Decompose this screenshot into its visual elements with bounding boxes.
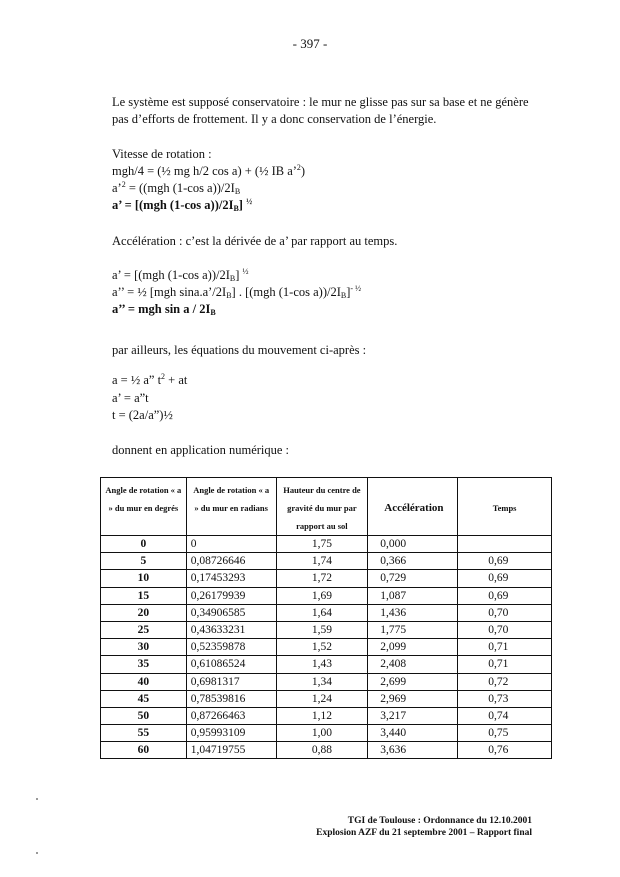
cell-angle-radians: 0,87266463: [186, 707, 276, 724]
cell-time: [458, 536, 552, 553]
cell-time: 0,73: [458, 690, 552, 707]
intro-paragraph: [112, 94, 552, 128]
cell-height: 1,72: [276, 570, 368, 587]
intro-line-2: pas d’efforts de frottement. Il y a donc conservation de l’énergie.: [112, 112, 437, 126]
cell-acceleration: 1,087: [368, 587, 458, 604]
table-row: [101, 656, 552, 673]
cell-acceleration: 2,699: [368, 673, 458, 690]
footer: [316, 815, 532, 839]
vitesse-eq-1: mgh/4 = (½ mg h/2 cos a) + (½ IB a’$^2$): [112, 163, 306, 178]
footer-line-2: Explosion AZF du 21 septembre 2001 – Rapport final: [316, 828, 532, 838]
cell-height: 1,00: [276, 725, 368, 742]
cell-time: 0,69: [458, 587, 552, 604]
cell-angle-degrees: 10: [101, 570, 187, 587]
header-time: Temps: [458, 478, 552, 536]
header-height: Hauteur du centre de gravité du mur par rapport au sol: [276, 478, 368, 536]
scan-speck: [36, 852, 38, 854]
table-row: [101, 553, 552, 570]
mouvement-eq-3: t = (2a/a”)½: [112, 408, 173, 422]
cell-acceleration: 3,440: [368, 725, 458, 742]
mouvement-eq-1: a = ½ a” $t^2$ + at: [112, 372, 188, 387]
cell-acceleration: 2,408: [368, 656, 458, 673]
cell-height: 1,69: [276, 587, 368, 604]
cell-acceleration: 2,969: [368, 690, 458, 707]
cell-angle-degrees: 45: [101, 690, 187, 707]
cell-height: 1,52: [276, 639, 368, 656]
cell-angle-degrees: 20: [101, 604, 187, 621]
cell-acceleration: 3,217: [368, 707, 458, 724]
cell-acceleration: 2,099: [368, 639, 458, 656]
cell-height: 1,64: [276, 604, 368, 621]
cell-height: 1,43: [276, 656, 368, 673]
cell-angle-degrees: 25: [101, 621, 187, 638]
cell-angle-radians: 0,26179939: [186, 587, 276, 604]
cell-acceleration: 1,436: [368, 604, 458, 621]
cell-time: 0,76: [458, 742, 552, 759]
cell-time: 0,72: [458, 673, 552, 690]
mouvement-title: par ailleurs, les équations du mouvement ci-après :: [112, 343, 367, 357]
cell-height: 1,24: [276, 690, 368, 707]
header-angle-degrees: Angle de rotation « a » du mur en degrés: [101, 478, 187, 536]
cell-angle-radians: 0,61086524: [186, 656, 276, 673]
cell-height: 0,88: [276, 742, 368, 759]
vitesse-title: Vitesse de rotation :: [112, 147, 212, 161]
cell-acceleration: 0,000: [368, 536, 458, 553]
cell-angle-radians: 0,34906585: [186, 604, 276, 621]
acceleration-eq-2: a’’ = ½ [mgh $\sin a.a’/2I_B$] . [(mgh (1-cos $a))/2I_B]^{- \frac{1}{2}}$: [112, 284, 362, 300]
cell-acceleration: 1,775: [368, 621, 458, 638]
cell-height: 1,74: [276, 553, 368, 570]
table-row: [101, 621, 552, 638]
cell-acceleration: 0,729: [368, 570, 458, 587]
cell-angle-degrees: 5: [101, 553, 187, 570]
cell-acceleration: 0,366: [368, 553, 458, 570]
cell-angle-degrees: 35: [101, 656, 187, 673]
cell-height: 1,12: [276, 707, 368, 724]
cell-angle-degrees: 60: [101, 742, 187, 759]
cell-time: 0,69: [458, 553, 552, 570]
table-row: [101, 570, 552, 587]
mouvement-eq-2: a’ = a”t: [112, 391, 149, 405]
cell-time: 0,75: [458, 725, 552, 742]
table-row: [101, 725, 552, 742]
cell-angle-degrees: 50: [101, 707, 187, 724]
cell-angle-radians: 1,04719755: [186, 742, 276, 759]
acceleration-eq-3: a’’ = mgh sin a / $2I_B$: [112, 302, 216, 317]
vitesse-eq-3: a’ = [(mgh (1-cos $a))/2I_B$] $^{\frac{1}{2}}$: [112, 197, 253, 213]
header-angle-radians: Angle de rotation « a » du mur en radians: [186, 478, 276, 536]
cell-angle-radians: 0,52359878: [186, 639, 276, 656]
cell-time: 0,70: [458, 621, 552, 638]
results-table: [100, 477, 552, 759]
table-row: [101, 707, 552, 724]
cell-height: 1,75: [276, 536, 368, 553]
footer-line-1: TGI de Toulouse : Ordonnance du 12.10.2001: [347, 816, 532, 826]
cell-angle-degrees: 40: [101, 673, 187, 690]
cell-angle-radians: 0,17453293: [186, 570, 276, 587]
intro-line-1: Le système est supposé conservatoire : le mur ne glisse pas sur sa base et ne génère: [112, 95, 529, 109]
cell-time: 0,71: [458, 656, 552, 673]
application-text: donnent en application numérique :: [112, 443, 290, 457]
acceleration-eq-1: a’ = [(mgh (1-cos $a))/2I_B$] $^{\frac{1}{2}}$: [112, 267, 249, 283]
cell-height: 1,34: [276, 673, 368, 690]
cell-time: 0,74: [458, 707, 552, 724]
cell-time: 0,69: [458, 570, 552, 587]
scan-speck: [36, 798, 38, 800]
table-row: [101, 690, 552, 707]
page-number: - 397 -: [292, 36, 328, 51]
acceleration-title: Accélération : c’est la dérivée de a’ par rapport au temps.: [112, 234, 398, 248]
cell-angle-degrees: 15: [101, 587, 187, 604]
table-header-row: [101, 478, 552, 536]
cell-angle-radians: 0: [186, 536, 276, 553]
table-row: [101, 639, 552, 656]
table-row: [101, 742, 552, 759]
table-row: [101, 536, 552, 553]
cell-time: 0,71: [458, 639, 552, 656]
cell-angle-radians: 0,43633231: [186, 621, 276, 638]
cell-angle-radians: 0,95993109: [186, 725, 276, 742]
table-row: [101, 587, 552, 604]
header-acceleration: Accélération: [368, 478, 458, 536]
cell-angle-degrees: 30: [101, 639, 187, 656]
cell-angle-radians: 0,6981317: [186, 673, 276, 690]
cell-time: 0,70: [458, 604, 552, 621]
cell-angle-radians: 0,08726646: [186, 553, 276, 570]
cell-angle-degrees: 0: [101, 536, 187, 553]
cell-acceleration: 3,636: [368, 742, 458, 759]
cell-angle-degrees: 55: [101, 725, 187, 742]
vitesse-eq-2: a’$^2$ = ((mgh (1-cos $a))/2I_B$: [112, 180, 241, 196]
table-row: [101, 604, 552, 621]
cell-height: 1,59: [276, 621, 368, 638]
cell-angle-radians: 0,78539816: [186, 690, 276, 707]
table-row: [101, 673, 552, 690]
